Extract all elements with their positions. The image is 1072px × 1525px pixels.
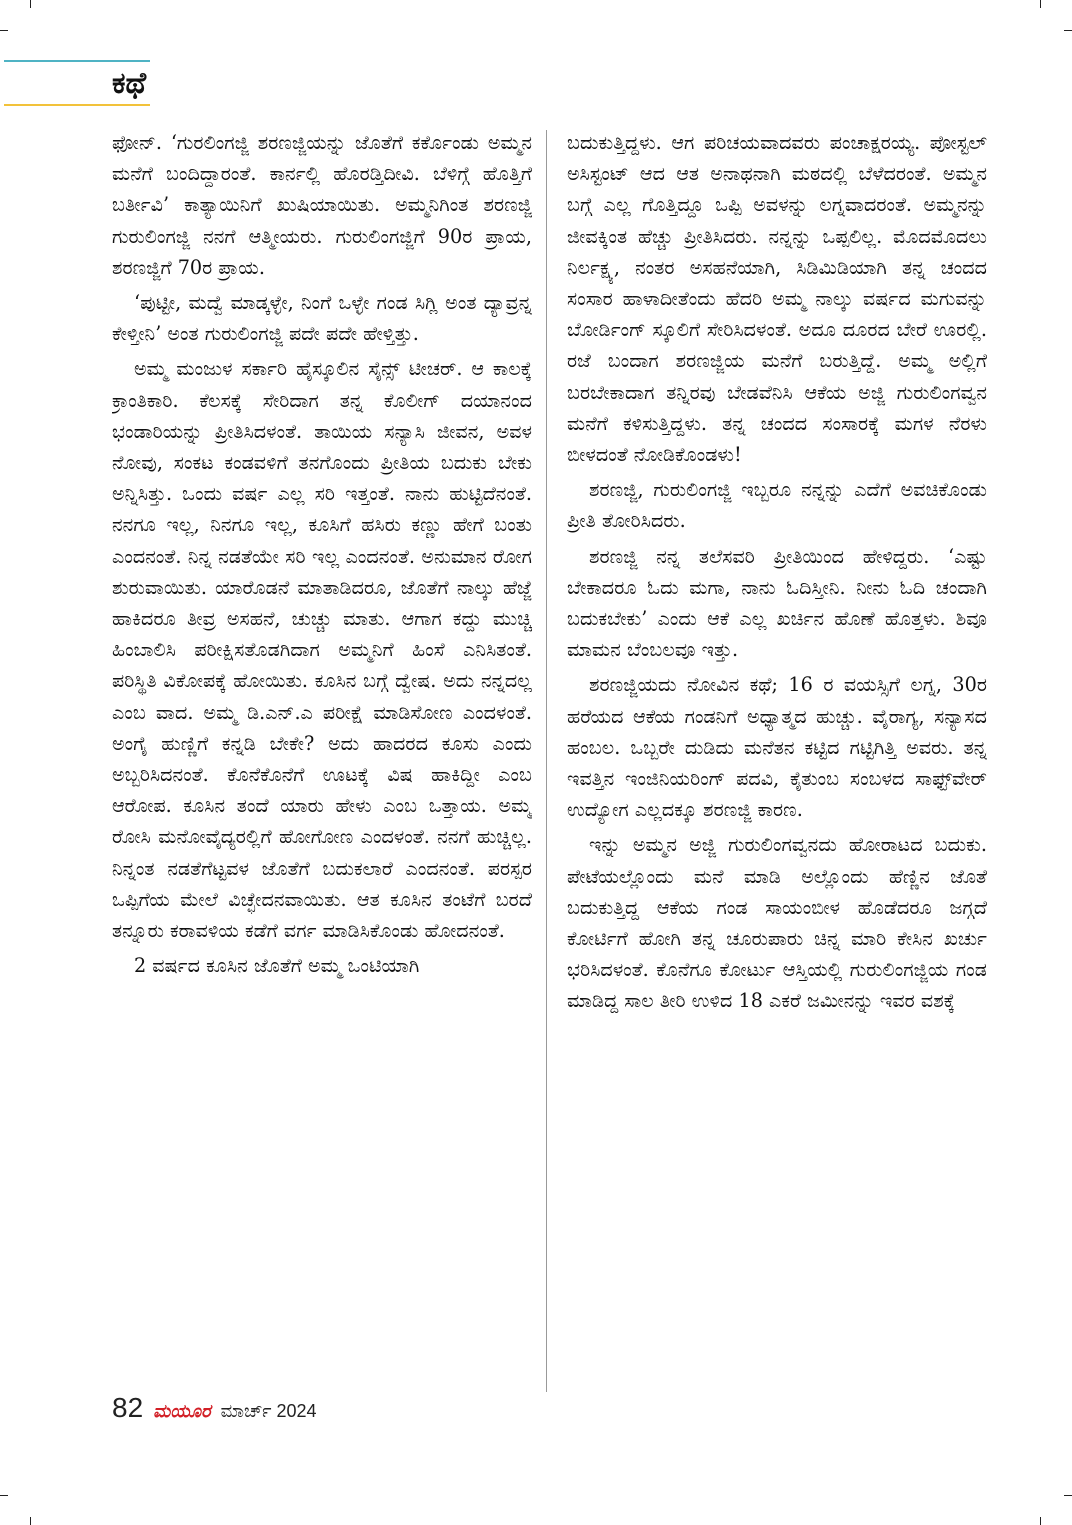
page-footer [112, 1392, 317, 1432]
crop-mark [30, 0, 31, 8]
paragraph: ‘ಪುಟ್ಟೀ, ಮದ್ವೆ ಮಾಡ್ಕಳ್ಳೇ, ನಿಂಗೆ ಒಳ್ಳೇ ಗಂಡ ಸಿಗ್ಲಿ ಅಂತ ದ್ಯಾವ್ರನ್ನ ಕೇಳ್ತೀನಿ’ ಅಂತ ಗುರುಲಿಂಗಜ್ಜಿ ಪದೇ ಪದೇ ಹೇಳ್ತಿತ್ತು. [112, 291, 532, 346]
column-divider [546, 130, 547, 1392]
header-rule-top [4, 60, 150, 62]
paragraph: ಶರಣಜ್ಜಿ, ಗುರುಲಿಂಗಜ್ಜಿ ಇಬ್ಬರೂ ನನ್ನನ್ನು ಎದೆಗೆ ಅವಚಿಕೊಂಡು ಪ್ರೀತಿ ತೋರಿಸಿದರು. [567, 478, 987, 533]
paragraph: ಶರಣಜ್ಜಿ ನನ್ನ ತಲೆಸವರಿ ಪ್ರೀತಿಯಿಂದ ಹೇಳಿದ್ದರು. ‘ಎಷ್ಟು ಬೇಕಾದರೂ ಓದು ಮಗಾ, ನಾನು ಓದಿಸ್ತೀನಿ. ನೀನು ಓದಿ ಚಂದಾಗಿ ಬದುಕಬೇಕು’ ಎಂದು ಆಕೆ ಎಲ್ಲ ಖರ್ಚಿನ ಹೊಣೆ ಹೊತ್ತಳು. ಶಿವೂ ಮಾಮನ ಬೆಂಬಲವೂ ಇತ್ತು. [567, 544, 987, 662]
crop-mark [1040, 0, 1041, 8]
header-rule-bottom [4, 104, 150, 106]
paragraph: 2 ವರ್ಷದ ಕೂಸಿನ ಜೊತೆಗೆ ಅಮ್ಮ ಒಂಟಿಯಾಗಿ [134, 954, 420, 978]
crop-mark [30, 1517, 31, 1525]
page-number: 82 [112, 1392, 144, 1423]
crop-mark [1064, 1495, 1072, 1496]
crop-mark [0, 30, 8, 31]
magazine-logo: ಮಯೂರ [153, 1401, 211, 1421]
right-column [567, 127, 987, 1392]
paragraph: ಬದುಕುತ್ತಿದ್ದಳು. ಆಗ ಪರಿಚಯವಾದವರು ಪಂಚಾಕ್ಷರಯ್ಯ. ಪೋಸ್ಟಲ್ ಅಸಿಸ್ಟಂಟ್ ಆದ ಆತ ಅನಾಥನಾಗಿ ಮಠದಲ್ಲಿ ಬೆಳೆದರಂತೆ. ಅಮ್ಮನ ಬಗ್ಗೆ ಎಲ್ಲ ಗೊತ್ತಿದ್ದೂ ಒಪ್ಪಿ ಅವಳನ್ನು ಲಗ್ನವಾದರಂತೆ. ಅಮ್ಮನನ್ನು ಜೀವಕ್ಕಿಂತ ಹೆಚ್ಚು ಪ್ರೀತಿಸಿದರು. ನನ್ನನ್ನು ಒಪ್ಪಲಿಲ್ಲ. ಮೊದಮೊದಲು ನಿರ್ಲಕ್ಷ್ಯ, ನಂತರ ಅಸಹನೆಯಾಗಿ, ಸಿಡಿಮಿಡಿಯಾಗಿ ತನ್ನ ಚಂದದ ಸಂಸಾರ ಹಾಳಾದೀತೆಂದು ಹೆದರಿ ಅಮ್ಮ ನಾಲ್ಕು ವರ್ಷದ ಮಗುವನ್ನು ಬೋರ್ಡಿಂಗ್ ಸ್ಕೂಲಿಗೆ ಸೇರಿಸಿದಳಂತೆ. ಅದೂ ದೂರದ ಬೇರೆ ಊರಲ್ಲಿ. ರಜೆ ಬಂದಾಗ ಶರಣಜ್ಜಿಯ ಮನೆಗೆ ಬರುತ್ತಿದ್ದೆ. ಅಮ್ಮ ಅಲ್ಲಿಗೆ ಬರಬೇಕಾದಾಗ ತನ್ನಿರವು ಬೇಡವೆನಿಸಿ ಆಕೆಯ ಅಜ್ಜಿ ಗುರುಲಿಂಗವ್ವನ ಮನೆಗೆ ಕಳಿಸುತ್ತಿದ್ದಳು. ತನ್ನ ಚಂದದ ಸಂಸಾರಕ್ಕೆ ಮಗಳ ನೆರಳು ಬೀಳದಂತೆ ನೋಡಿಕೊಂಡಳು! [567, 131, 987, 467]
crop-mark [1040, 1517, 1041, 1525]
crop-mark [0, 1495, 8, 1496]
paragraph: ಇನ್ನು ಅಮ್ಮನ ಅಜ್ಜಿ ಗುರುಲಿಂಗವ್ವನದು ಹೋರಾಟದ ಬದುಕು. ಪೇಟೆಯಲ್ಲೊಂದು ಮನೆ ಮಾಡಿ ಅಲ್ಲೊಂದು ಹೆಣ್ಣಿನ ಜೊತೆ ಬದುಕುತ್ತಿದ್ದ ಆಕೆಯ ಗಂಡ ಸಾಯಂಬೀಳ ಹೊಡೆದರೂ ಜಗ್ಗದೆ ಕೋರ್ಟಿಗೆ ಹೋಗಿ ತನ್ನ ಚೂರುಪಾರು ಚಿನ್ನ ಮಾರಿ ಕೇಸಿನ ಖರ್ಚು ಭರಿಸಿದಳಂತೆ. ಕೊನೆಗೂ ಕೋರ್ಟು ಆಸ್ತಿಯಲ್ಲಿ ಗುರುಲಿಂಗಜ್ಜಿಯ ಗಂಡ ಮಾಡಿದ್ದ ಸಾಲ ತೀರಿ ಉಳಿದ 18 ಎಕರೆ ಜಮೀನನ್ನು ಇವರ ವಶಕ್ಕೆ [567, 833, 987, 1013]
crop-mark [1064, 30, 1072, 31]
left-column [112, 127, 532, 1392]
issue-date: ಮಾರ್ಚ್ 2024 [220, 1401, 317, 1421]
paragraph: ಶರಣಜ್ಜಿಯದು ನೋವಿನ ಕಥೆ; 16 ರ ವಯಸ್ಸಿಗೆ ಲಗ್ನ, 30ರ ಹರೆಯದ ಆಕೆಯ ಗಂಡನಿಗೆ ಅಧ್ಯಾತ್ಮದ ಹುಚ್ಚು. ವೈರಾಗ್ಯ, ಸನ್ಯಾಸದ ಹಂಬಲ. ಒಬ್ಬರೇ ದುಡಿದು ಮನೆತನ ಕಟ್ಟಿದ ಗಟ್ಟಿಗಿತ್ತಿ ಅವರು. ತನ್ನ ಇವತ್ತಿನ ಇಂಜಿನಿಯರಿಂಗ್ ಪದವಿ, ಕೈತುಂಬ ಸಂಬಳದ ಸಾಫ್ಟ್‌ವೇರ್ ಉದ್ಯೋಗ ಎಲ್ಲದಕ್ಕೂ ಶರಣಜ್ಜಿ ಕಾರಣ. [567, 673, 987, 822]
paragraph: ಫೋನ್. ‘ಗುರಲಿಂಗಜ್ಜಿ ಶರಣಜ್ಜಿಯನ್ನು ಜೊತೆಗೆ ಕರ್ಕೊಂಡು ಅಮ್ಮನ ಮನೆಗೆ ಬಂದಿದ್ದಾರಂತೆ. ಕಾರ್ನಲ್ಲಿ ಹೊರಡ್ತಿದೀವಿ. ಬೆಳಿಗ್ಗೆ ಹೊತ್ತಿಗೆ ಬರ್ತೀವಿ’ ಕಾತ್ಯಾಯಿನಿಗೆ ಖುಷಿಯಾಯಿತು. ಅಮ್ಮನಿಗಿಂತ ಶರಣಜ್ಜಿ ಗುರುಲಿಂಗಜ್ಜಿ ನನಗೆ ಆತ್ಮೀಯರು. ಗುರುಲಿಂಗಜ್ಜಿಗೆ 90ರ ಪ್ರಾಯ, ಶರಣಜ್ಜಿಗೆ 70ರ ಪ್ರಾಯ. [112, 131, 532, 279]
section-title: ಕಥೆ [112, 66, 147, 101]
paragraph: ಅಮ್ಮ ಮಂಜುಳ ಸರ್ಕಾರಿ ಹೈಸ್ಕೂಲಿನ ಸೈನ್ಸ್ ಟೀಚರ್. ಆ ಕಾಲಕ್ಕೆ ಕ್ರಾಂತಿಕಾರಿ. ಕೆಲಸಕ್ಕೆ ಸೇರಿದಾಗ ತನ್ನ ಕೊಲೀಗ್ ದಯಾನಂದ ಭಂಡಾರಿಯನ್ನು ಪ್ರೀತಿಸಿದಳಂತೆ. ತಾಯಿಯ ಸನ್ಯಾಸಿ ಜೀವನ, ಅವಳ ನೋವು, ಸಂಕಟ ಕಂಡವಳಿಗೆ ತನಗೊಂದು ಪ್ರೀತಿಯ ಬದುಕು ಬೇಕು ಅನ್ನಿಸಿತ್ತು. ಒಂದು ವರ್ಷ ಎಲ್ಲ ಸರಿ ಇತ್ತಂತೆ. ನಾನು ಹುಟ್ಟಿದೆನಂತೆ. ನನಗೂ ಇಲ್ಲ, ನಿನಗೂ ಇಲ್ಲ, ಕೂಸಿಗೆ ಹಸಿರು ಕಣ್ಣು ಹೇಗೆ ಬಂತು ಎಂದನಂತೆ. ನಿನ್ನ ನಡತೆಯೇ ಸರಿ ಇಲ್ಲ ಎಂದನಂತೆ. ಅನುಮಾನ ರೋಗ ಶುರುವಾಯಿತು. ಯಾರೊಡನೆ ಮಾತಾಡಿದರೂ, ಜೊತೆಗೆ ನಾಲ್ಕು ಹೆಜ್ಜೆ ಹಾಕಿದರೂ ತೀವ್ರ ಅಸಹನೆ, ಚುಚ್ಚು ಮಾತು. ಆಗಾಗ ಕದ್ದು ಮುಚ್ಚಿ ಹಿಂಬಾಲಿಸಿ ಪರೀಕ್ಷಿಸತೊಡಗಿದಾಗ ಅಮ್ಮನಿಗೆ ಹಿಂಸೆ ಎನಿಸಿತಂತೆ. ಪರಿಸ್ಥಿತಿ ವಿಕೋಪಕ್ಕೆ ಹೋಯಿತು. ಕೂಸಿನ ಬಗ್ಗೆ ದ್ವೇಷ. ಅದು ನನ್ನದಲ್ಲ ಎಂಬ ವಾದ. ಅಮ್ಮ ಡಿ.ಎನ್.ಎ ಪರೀಕ್ಷೆ ಮಾಡಿಸೋಣ ಎಂದಳಂತೆ. ಅಂಗೈ ಹುಣ್ಣಿಗೆ ಕನ್ನಡಿ ಬೇಕೇ? ಅದು ಹಾದರದ ಕೂಸು ಎಂದು ಅಬ್ಬರಿಸಿದನಂತೆ. ಕೊನೆಕೊನೆಗೆ ಊಟಕ್ಕೆ ವಿಷ ಹಾಕಿದ್ದೀ ಎಂಬ ಆರೋಪ. ಕೂಸಿನ ತಂದೆ ಯಾರು ಹೇಳು ಎಂಬ ಒತ್ತಾಯ. ಅಮ್ಮ ರೋಸಿ ಮನೋವೈದ್ಯರಲ್ಲಿಗೆ ಹೋಗೋಣ ಎಂದಳಂತೆ. ನನಗೆ ಹುಚ್ಚಿಲ್ಲ. ನಿನ್ನಂತ ನಡತೆಗೆಟ್ಟವಳ ಜೊತೆಗೆ ಬದುಕಲಾರೆ ಎಂದನಂತೆ. ಪರಸ್ಪರ ಒಪ್ಪಿಗೆಯ ಮೇಲೆ ವಿಚ್ಛೇದನವಾಯಿತು. ಆತ ಕೂಸಿನ ತಂಟೆಗೆ ಬರದೆ ತನ್ನೂರು ಕರಾವಳಿಯ ಕಡೆಗೆ ವರ್ಗ ಮಾಡಿಸಿಕೊಂಡು ಹೋದನಂತೆ. [112, 357, 532, 943]
